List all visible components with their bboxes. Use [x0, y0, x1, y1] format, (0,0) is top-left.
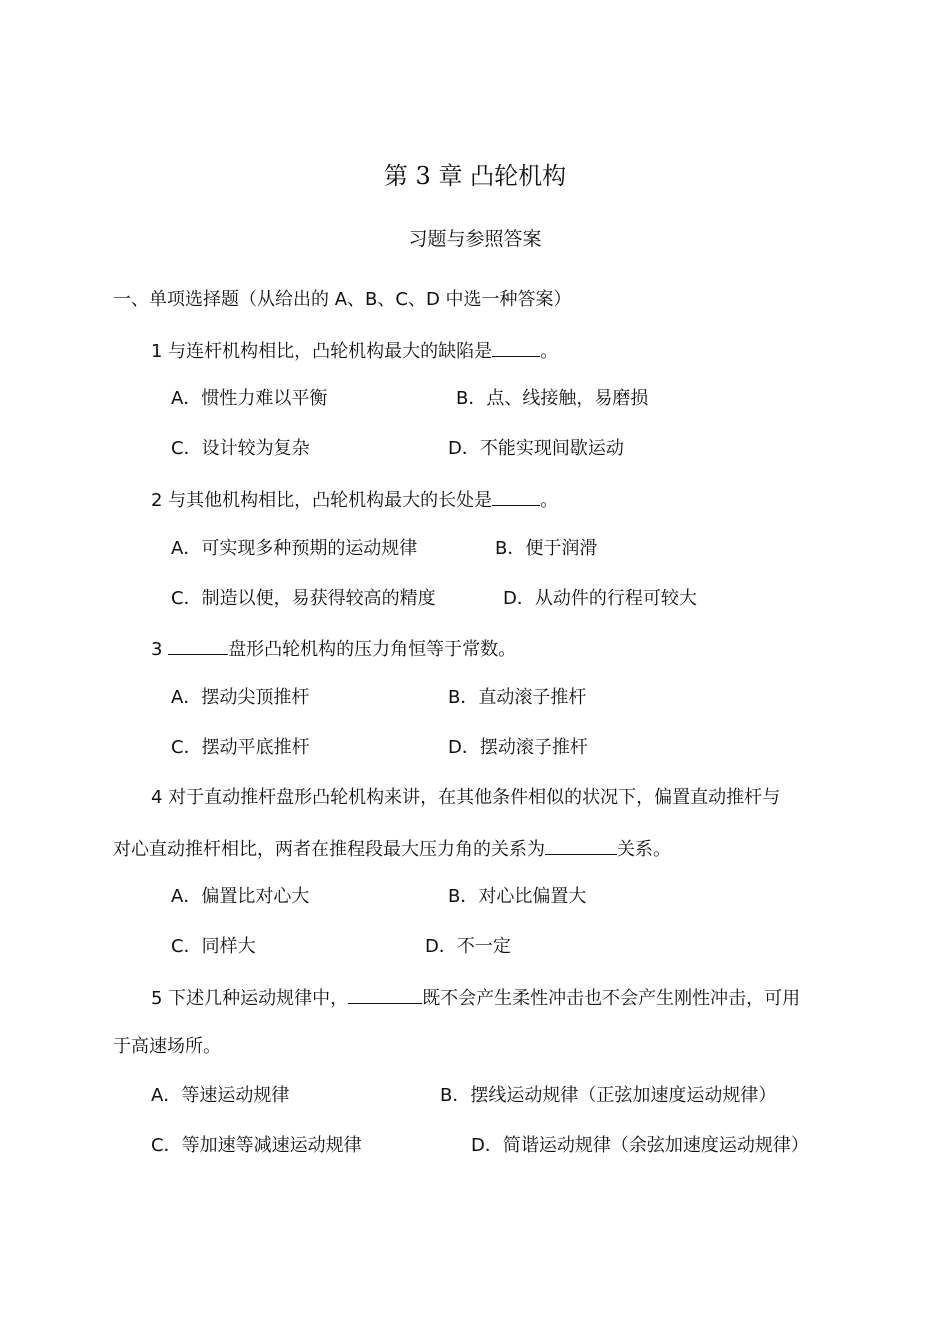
question-3-option-a: A．摆动尖顶推杆	[171, 687, 310, 708]
question-4-stem-line1: 4 对于直动推杆盘形凸轮机构来讲，在其他条件相似的状况下，偏置直动推杆与	[151, 787, 781, 808]
chapter-title: 第 3 章 凸轮机构	[383, 162, 567, 190]
question-5-option-b: B．摆线运动规律（正弦加速度运动规律）	[440, 1085, 777, 1106]
question-2-option-c: C．制造以便，易获得较高的精度	[171, 588, 436, 609]
question-3-stem-text: 盘形凸轮机构的压力角恒等于常数。	[228, 639, 517, 660]
question-2-stem	[151, 487, 558, 513]
question-2-option-a: A．可实现多种预期的运动规律	[171, 538, 418, 559]
answer-blank	[348, 985, 422, 1004]
question-5-stem-line1	[151, 985, 800, 1011]
question-3-option-b: B．直动滚子推杆	[448, 687, 587, 708]
question-2-option-b: B．便于润滑	[495, 538, 598, 559]
question-2-option-d: D．从动件的行程可较大	[503, 588, 697, 609]
answer-blank	[492, 487, 540, 506]
question-4-stem-end: 关系。	[617, 839, 671, 860]
question-5-option-a: A．等速运动规律	[151, 1085, 290, 1106]
question-4-option-a: A．偏置比对心大	[171, 886, 310, 907]
question-4-stem-text: 对心直动推杆相比，两者在推程段最大压力角的关系为	[113, 839, 545, 860]
chapter-subtitle: 习题与参照答案	[408, 228, 542, 250]
question-3-option-c: C．摆动平底推杆	[171, 737, 310, 758]
question-4-stem-line2	[113, 836, 671, 862]
question-1-stem	[151, 338, 558, 364]
question-3-stem-number: 3	[151, 639, 163, 660]
question-2-stem-end: 。	[540, 490, 559, 511]
question-1-stem-text: 1 与连杆机构相比，凸轮机构最大的缺陷是	[151, 341, 493, 362]
question-4-option-b: B．对心比偏置大	[448, 886, 587, 907]
question-5-option-d: D．简谐运动规律（余弦加速度运动规律）	[471, 1135, 809, 1156]
answer-blank	[168, 636, 228, 655]
section-heading: 一、单项选择题（从给出的 A、B、C、D 中选一种答案）	[113, 289, 572, 310]
answer-blank	[492, 338, 540, 357]
question-3-stem	[151, 636, 516, 662]
question-1-option-d: D．不能实现间歇运动	[448, 438, 624, 459]
question-1-stem-end: 。	[540, 341, 559, 362]
question-1-option-b: B．点、线接触，易磨损	[456, 388, 649, 409]
question-3-option-d: D．摆动滚子推杆	[448, 737, 588, 758]
question-4-option-d: D．不一定	[425, 936, 511, 957]
question-5-stem-end: 既不会产生柔性冲击也不会产生刚性冲击，可用	[422, 988, 801, 1009]
question-5-stem-text: 5 下述几种运动规律中，	[151, 988, 349, 1009]
question-4-option-c: C．同样大	[171, 936, 256, 957]
question-2-stem-text: 2 与其他机构相比，凸轮机构最大的长处是	[151, 490, 493, 511]
answer-blank	[545, 836, 617, 855]
question-5-stem-line2: 于高速场所。	[113, 1036, 221, 1057]
question-5-option-c: C．等加速等减速运动规律	[151, 1135, 362, 1156]
question-1-option-c: C．设计较为复杂	[171, 438, 310, 459]
question-1-option-a: A．惯性力难以平衡	[171, 388, 328, 409]
